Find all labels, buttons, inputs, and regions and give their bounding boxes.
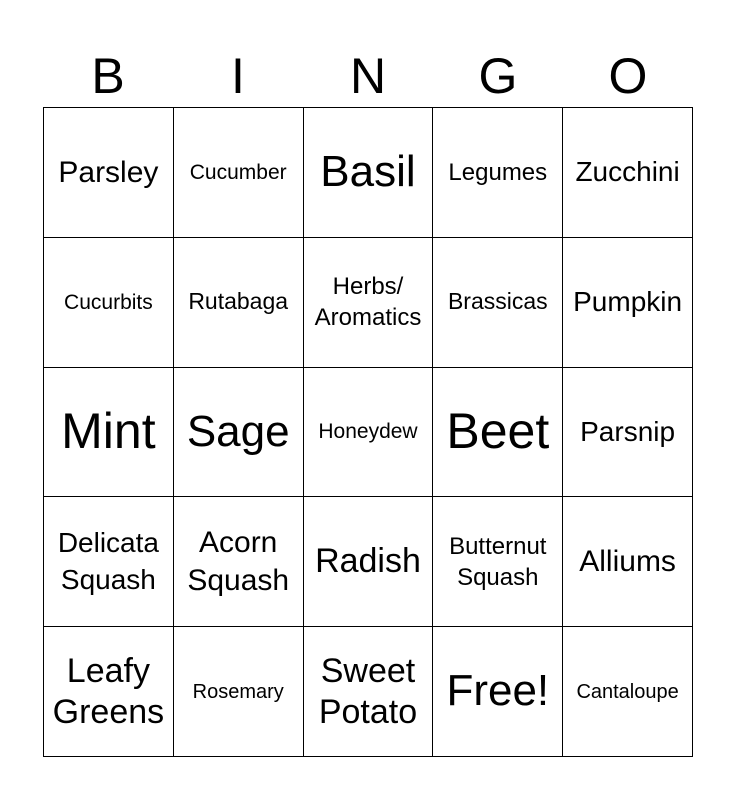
bingo-cell[interactable] [174,497,304,627]
bingo-header [43,44,693,108]
bingo-board [43,107,693,757]
bingo-cell[interactable] [563,108,693,238]
bingo-cell[interactable] [174,238,304,368]
cell-label: Legumes [448,158,548,186]
cell-label: Zucchini [575,156,680,188]
cell-label: Sweet Potato [318,651,418,731]
free-space-cell[interactable] [433,627,563,757]
header-letter-o: O [608,48,648,104]
cell-label: Mint [61,403,156,460]
cell-label: Sage [186,406,290,456]
bingo-cell[interactable] [433,368,563,498]
bingo-cell[interactable] [304,627,434,757]
bingo-cell[interactable] [44,108,174,238]
cell-label: Honeydew [318,420,418,444]
cell-label: Rutabaga [188,288,289,315]
cell-label: Cucumber [189,160,287,184]
header-letter-i: I [231,48,245,104]
bingo-cell[interactable] [433,108,563,238]
cell-label: Cucurbits [64,290,153,314]
cell-label: Alliums [579,545,676,579]
bingo-cell[interactable] [44,368,174,498]
header-letter-n: N [349,48,387,104]
cell-label: Basil [320,147,416,197]
header-letter-b: B [91,48,125,104]
cell-label: Brassicas [447,288,548,315]
bingo-cell[interactable] [174,108,304,238]
cell-label: Pumpkin [573,286,683,317]
cell-label: Parsnip [580,415,676,447]
bingo-cell[interactable] [44,497,174,627]
bingo-cell[interactable] [433,238,563,368]
bingo-cell[interactable] [433,497,563,627]
cell-label: Herbs/ Aromatics [314,273,422,332]
cell-label: Delicata Squash [57,527,159,595]
cell-label: Acorn Squash [187,526,290,597]
bingo-cell[interactable] [304,368,434,498]
bingo-cell[interactable] [44,238,174,368]
bingo-cell[interactable] [304,108,434,238]
bingo-cell[interactable] [563,238,693,368]
bingo-cell[interactable] [563,497,693,627]
bingo-cell[interactable] [174,368,304,498]
cell-label: Rosemary [192,680,284,703]
cell-label: Radish [315,542,421,581]
header-letter-g: G [478,48,518,104]
bingo-cell[interactable] [174,627,304,757]
bingo-cell[interactable] [304,238,434,368]
cell-label: Free! [446,666,550,716]
cell-label: Beet [446,403,550,460]
bingo-cell[interactable] [563,368,693,498]
cell-label: Cantaloupe [576,680,679,703]
bingo-cell[interactable] [44,627,174,757]
cell-label: Butternut Squash [449,532,547,591]
cell-label: Parsley [58,155,159,189]
bingo-cell[interactable] [563,627,693,757]
cell-label: Leafy Greens [52,651,165,731]
bingo-cell[interactable] [304,497,434,627]
